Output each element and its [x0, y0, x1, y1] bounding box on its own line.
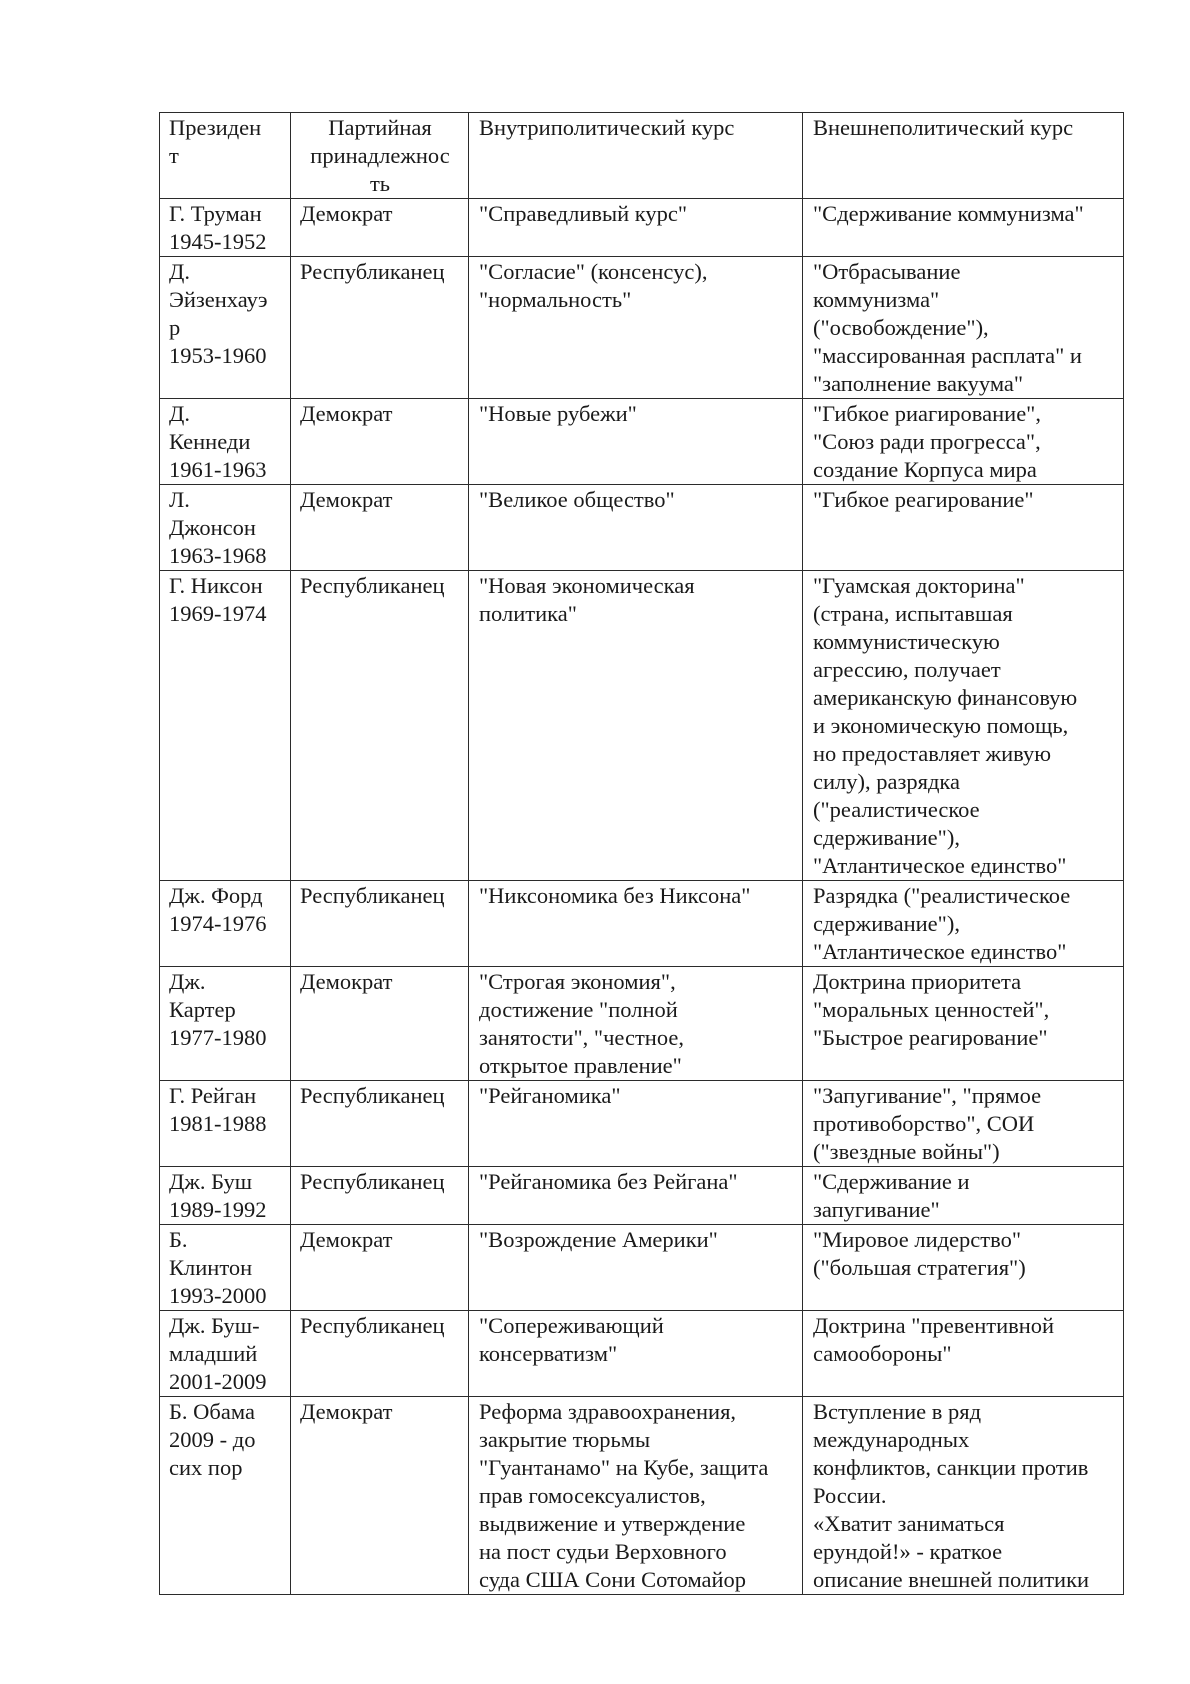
table-row: [160, 199, 1124, 257]
cell-domestic: "Новые рубежи": [469, 399, 803, 485]
cell-domestic: "Согласие" (консенсус), "нормальность": [469, 257, 803, 399]
table-row: [160, 1225, 1124, 1311]
cell-party: Демократ: [291, 399, 469, 485]
table-row: [160, 257, 1124, 399]
header-party: Партийная принадлежнос ть: [291, 113, 469, 199]
cell-foreign: Доктрина приоритета "моральных ценностей", "Быстрое реагирование": [803, 967, 1124, 1081]
cell-party: Республиканец: [291, 1167, 469, 1225]
cell-foreign: "Мировое лидерство" ("большая стратегия"): [803, 1225, 1124, 1311]
cell-president: Б. Обама 2009 - до сих пор: [160, 1397, 291, 1595]
cell-foreign: "Сдерживание коммунизма": [803, 199, 1124, 257]
cell-president: Г. Труман 1945-1952: [160, 199, 291, 257]
header-domestic-policy: Внутриполитический курс: [469, 113, 803, 199]
cell-domestic: "Никсономика без Никсона": [469, 881, 803, 967]
cell-domestic: "Рейганомика": [469, 1081, 803, 1167]
cell-foreign: Доктрина "превентивной самообороны": [803, 1311, 1124, 1397]
table-row: [160, 571, 1124, 881]
cell-foreign: Вступление в ряд международных конфликтов, санкции против России. «Хватит заниматься ерундой!» - краткое описание внешней политики: [803, 1397, 1124, 1595]
cell-domestic: "Рейганомика без Рейгана": [469, 1167, 803, 1225]
table-row: [160, 485, 1124, 571]
cell-domestic: "Возрождение Америки": [469, 1225, 803, 1311]
cell-domestic: "Справедливый курс": [469, 199, 803, 257]
cell-party: Республиканец: [291, 571, 469, 881]
cell-party: Демократ: [291, 967, 469, 1081]
table-row: [160, 1167, 1124, 1225]
cell-president: Дж. Буш 1989-1992: [160, 1167, 291, 1225]
cell-president: Д. Эйзенхауэ р 1953-1960: [160, 257, 291, 399]
table-header-row: [160, 113, 1124, 199]
cell-president: Б. Клинтон 1993-2000: [160, 1225, 291, 1311]
table-row: [160, 1311, 1124, 1397]
cell-party: Демократ: [291, 1225, 469, 1311]
cell-party: Демократ: [291, 1397, 469, 1595]
cell-domestic: "Новая экономическая политика": [469, 571, 803, 881]
cell-president: Дж. Картер 1977-1980: [160, 967, 291, 1081]
cell-party: Демократ: [291, 485, 469, 571]
cell-foreign: "Гуамская докторина" (страна, испытавшая коммунистическую агрессию, получает американскую финансовую и экономическую помощь, но предоставляет живую силу), разрядка ("реалистическое сдерживание"), "Атлантическое единство": [803, 571, 1124, 881]
table-row: [160, 399, 1124, 485]
cell-domestic: Реформа здравоохранения, закрытие тюрьмы "Гуантанамо" на Кубе, защита прав гомосексуалистов, выдвижение и утверждение на пост судьи Верховного суда США Сони Сотомайор: [469, 1397, 803, 1595]
cell-president: Д. Кеннеди 1961-1963: [160, 399, 291, 485]
cell-party: Республиканец: [291, 881, 469, 967]
cell-foreign: "Сдерживание и запугивание": [803, 1167, 1124, 1225]
table-row: [160, 967, 1124, 1081]
cell-domestic: "Великое общество": [469, 485, 803, 571]
presidents-table: [159, 112, 1124, 1595]
header-foreign-policy: Внешнеполитический курс: [803, 113, 1124, 199]
cell-president: Дж. Буш- младший 2001-2009: [160, 1311, 291, 1397]
cell-domestic: "Строгая экономия", достижение "полной занятости", "честное, открытое правление": [469, 967, 803, 1081]
cell-foreign: "Запугивание", "прямое противоборство", СОИ ("звездные войны"): [803, 1081, 1124, 1167]
table-row: [160, 1397, 1124, 1595]
cell-president: Дж. Форд 1974-1976: [160, 881, 291, 967]
cell-foreign: Разрядка ("реалистическое сдерживание"), "Атлантическое единство": [803, 881, 1124, 967]
cell-foreign: "Гибкое риагирование", "Союз ради прогресса", создание Корпуса мира: [803, 399, 1124, 485]
cell-president: Г. Никсон 1969-1974: [160, 571, 291, 881]
cell-foreign: "Гибкое реагирование": [803, 485, 1124, 571]
cell-party: Демократ: [291, 199, 469, 257]
header-president: Президен т: [160, 113, 291, 199]
cell-president: Г. Рейган 1981-1988: [160, 1081, 291, 1167]
cell-foreign: "Отбрасывание коммунизма" ("освобождение"), "массированная расплата" и "заполнение вакуума": [803, 257, 1124, 399]
table-row: [160, 1081, 1124, 1167]
cell-party: Республиканец: [291, 1081, 469, 1167]
cell-domestic: "Сопереживающий консерватизм": [469, 1311, 803, 1397]
table-row: [160, 881, 1124, 967]
cell-party: Республиканец: [291, 257, 469, 399]
cell-president: Л. Джонсон 1963-1968: [160, 485, 291, 571]
cell-party: Республиканец: [291, 1311, 469, 1397]
